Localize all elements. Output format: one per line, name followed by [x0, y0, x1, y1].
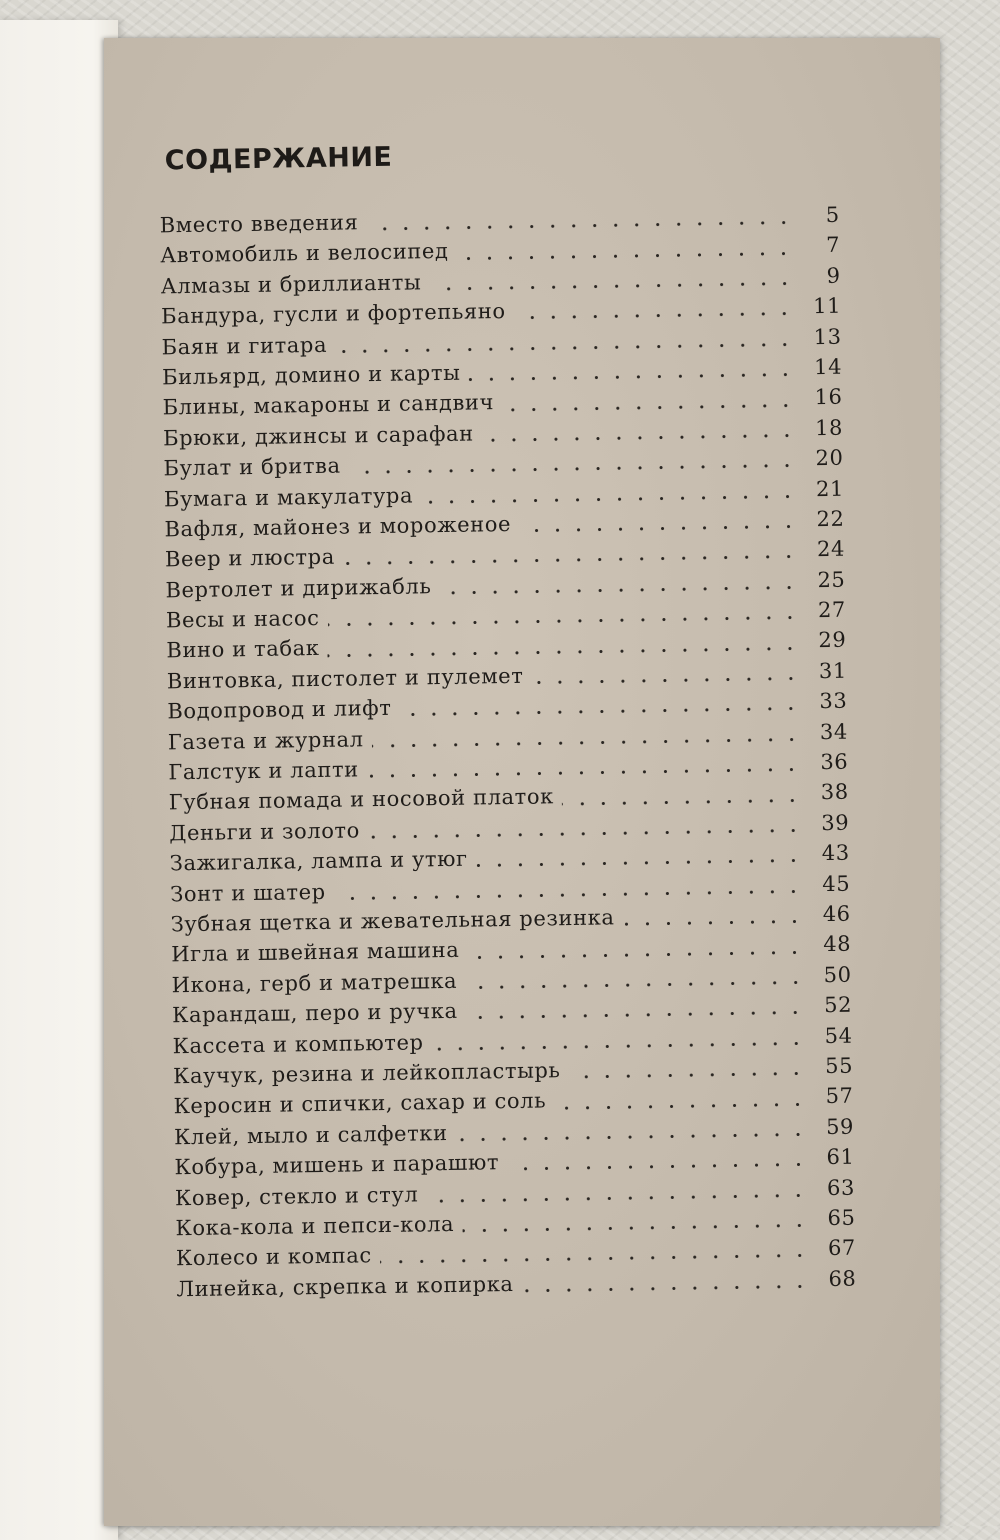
dot-leader	[623, 920, 805, 927]
toc-entry-page-number: 31	[818, 658, 848, 683]
dot-leader	[456, 1132, 808, 1142]
dot-leader	[507, 1163, 808, 1172]
dot-leader	[554, 1102, 807, 1110]
dot-leader	[328, 616, 800, 627]
toc-entry-page-number: 38	[820, 780, 849, 805]
toc-entry-page-number: 33	[819, 688, 848, 714]
book-page	[104, 38, 940, 1526]
toc-entry-title: Алмазы и бриллианты	[160, 270, 422, 299]
dot-leader	[372, 737, 802, 748]
toc-entry-page-number: 11	[813, 293, 842, 319]
dot-leader	[519, 525, 798, 533]
toc-entry-title: Клей, мыло и салфетки	[173, 1120, 448, 1150]
toc-entry-page-number: 48	[823, 932, 852, 957]
toc-entry-page-number: 39	[821, 810, 850, 835]
toc-entry-page-number: 21	[815, 476, 845, 501]
toc-entry-page-number: 59	[825, 1114, 855, 1139]
toc-entry-page-number: 45	[822, 871, 851, 896]
toc-entry-page-number: 22	[816, 506, 845, 532]
toc-entry-page-number: 46	[822, 901, 851, 927]
dot-leader	[562, 798, 803, 806]
dot-leader	[400, 707, 802, 717]
toc-entry-title: Кобура, мишень и парашют	[174, 1150, 500, 1180]
toc-entry-title: Блины, макароны и сандвич	[162, 390, 495, 420]
toc-entry-title: Вертолет и дирижабль	[165, 573, 432, 603]
dot-leader	[421, 494, 798, 504]
toc-entry-title: Вместо введения	[159, 210, 359, 238]
toc-entry-title: Вафля, майонез и мороженое	[164, 511, 512, 542]
toc-entry-page-number: 13	[813, 324, 842, 349]
toc-entry-page-number: 5	[825, 202, 840, 227]
dot-leader	[426, 1193, 809, 1203]
dot-leader	[380, 1254, 810, 1265]
toc-entry-page-number: 9	[826, 263, 841, 288]
toc-entry-title: Икона, герб и матрешка	[171, 968, 458, 998]
dot-leader	[343, 555, 799, 566]
toc-entry-title: Линейка, скрепка и копирка	[176, 1271, 514, 1301]
dot-leader	[465, 980, 805, 989]
dot-leader	[462, 1223, 809, 1232]
dot-leader	[466, 1011, 807, 1020]
dot-leader	[335, 342, 796, 353]
toc-entry-page-number: 16	[814, 385, 843, 410]
toc-entry-title: Керосин и спички, сахар и соль	[173, 1088, 547, 1119]
dot-leader	[532, 676, 801, 684]
toc-entry-title: Игла и швейная машина	[171, 938, 460, 967]
dot-leader	[366, 221, 793, 232]
toc-entry-title: Баян и гитара	[161, 332, 328, 359]
toc-entry-title: Ковер, стекло и стул	[174, 1181, 419, 1210]
toc-entry-page-number: 54	[824, 1023, 853, 1048]
toc-entry-page-number: 18	[814, 415, 844, 440]
dot-leader	[502, 403, 797, 412]
toc-entry-page-number: 50	[823, 962, 852, 987]
toc-entry-page-number: 20	[815, 445, 844, 471]
toc-entry-title: Карандаш, перо и ручка	[171, 998, 458, 1028]
toc-entry-page-number: 67	[827, 1235, 857, 1261]
dot-leader	[457, 251, 795, 260]
toc-entry-title: Бильярд, домино и карты	[161, 360, 461, 390]
dot-leader	[476, 859, 804, 868]
toc-entry-page-number: 25	[817, 567, 846, 592]
left-page-edge	[0, 20, 118, 1540]
toc-entry-page-number: 27	[817, 597, 847, 623]
page-title: СОДЕРЖАНИЕ	[164, 141, 393, 177]
toc-entry-page-number: 68	[828, 1266, 857, 1291]
dot-leader	[368, 828, 803, 839]
dot-leader	[522, 1284, 811, 1293]
toc-entry-page-number: 43	[821, 840, 850, 866]
toc-entry-title: Винтовка, пистолет и пулемет	[166, 663, 524, 694]
dot-leader	[328, 646, 801, 657]
dot-leader	[349, 464, 798, 475]
dot-leader	[439, 585, 799, 595]
toc-entry-title: Губная помада и носовой платок	[168, 784, 555, 815]
toc-entry-title: Кассета и компьютер	[172, 1029, 424, 1058]
toc-entry-title: Брюки, джинсы и сарафан	[162, 421, 474, 451]
toc-entry-title: Автомобиль и велосипед	[160, 239, 449, 268]
toc-entry-title: Вино и табак	[166, 636, 320, 663]
toc-entry-page-number: 61	[826, 1144, 855, 1170]
toc-entry-page-number: 14	[813, 354, 843, 380]
toc-entry-title: Галстук и лапти	[168, 757, 359, 785]
toc-entry-page-number: 29	[818, 628, 847, 653]
toc-entry-title: Деньги и золото	[169, 818, 361, 846]
dot-leader	[514, 312, 796, 320]
toc-entry-title: Каучук, резина и лейкопластырь	[172, 1058, 561, 1089]
toc-entry-page-number: 55	[824, 1053, 854, 1078]
dot-leader	[569, 1071, 808, 1079]
toc-entry-page-number: 57	[825, 1083, 854, 1109]
dot-leader	[334, 889, 805, 900]
toc-entry-page-number: 63	[826, 1175, 856, 1200]
toc-entry-title: Кока-кола и пепси-кола	[175, 1211, 455, 1241]
toc-entry-page-number: 34	[819, 719, 848, 744]
toc-entry-page-number: 7	[825, 233, 841, 258]
toc-entry-title: Бандура, гусли и фортепьяно	[161, 299, 506, 329]
dot-leader	[432, 1041, 807, 1051]
toc-entry-title: Зажигалка, лампа и утюг	[169, 846, 468, 876]
toc-entry-title: Веер и люстра	[164, 544, 336, 572]
page-content	[101, 31, 960, 1532]
dot-leader	[468, 373, 796, 382]
table-of-contents	[160, 203, 857, 1308]
toc-entry-title: Булат и бритва	[163, 453, 341, 481]
toc-entry-title: Весы и насос	[165, 606, 320, 633]
toc-entry-title: Колесо и компас	[175, 1243, 372, 1271]
toc-entry-title: Зонт и шатер	[170, 879, 326, 906]
dot-leader	[367, 768, 803, 779]
toc-entry-page-number: 52	[823, 992, 853, 1018]
dot-leader	[482, 433, 797, 442]
toc-entry-title: Зубная щетка и жевательная резинка	[170, 905, 615, 937]
toc-entry-title: Водопровод и лифт	[167, 696, 392, 724]
toc-entry-title: Бумага и макулатура	[163, 482, 414, 511]
toc-entry-page-number: 36	[820, 749, 849, 775]
toc-entry-page-number: 65	[827, 1205, 856, 1230]
toc-entry-page-number: 24	[816, 536, 846, 562]
toc-entry-title: Газета и журнал	[167, 726, 364, 754]
dot-leader	[467, 950, 805, 959]
dot-leader	[429, 281, 794, 291]
